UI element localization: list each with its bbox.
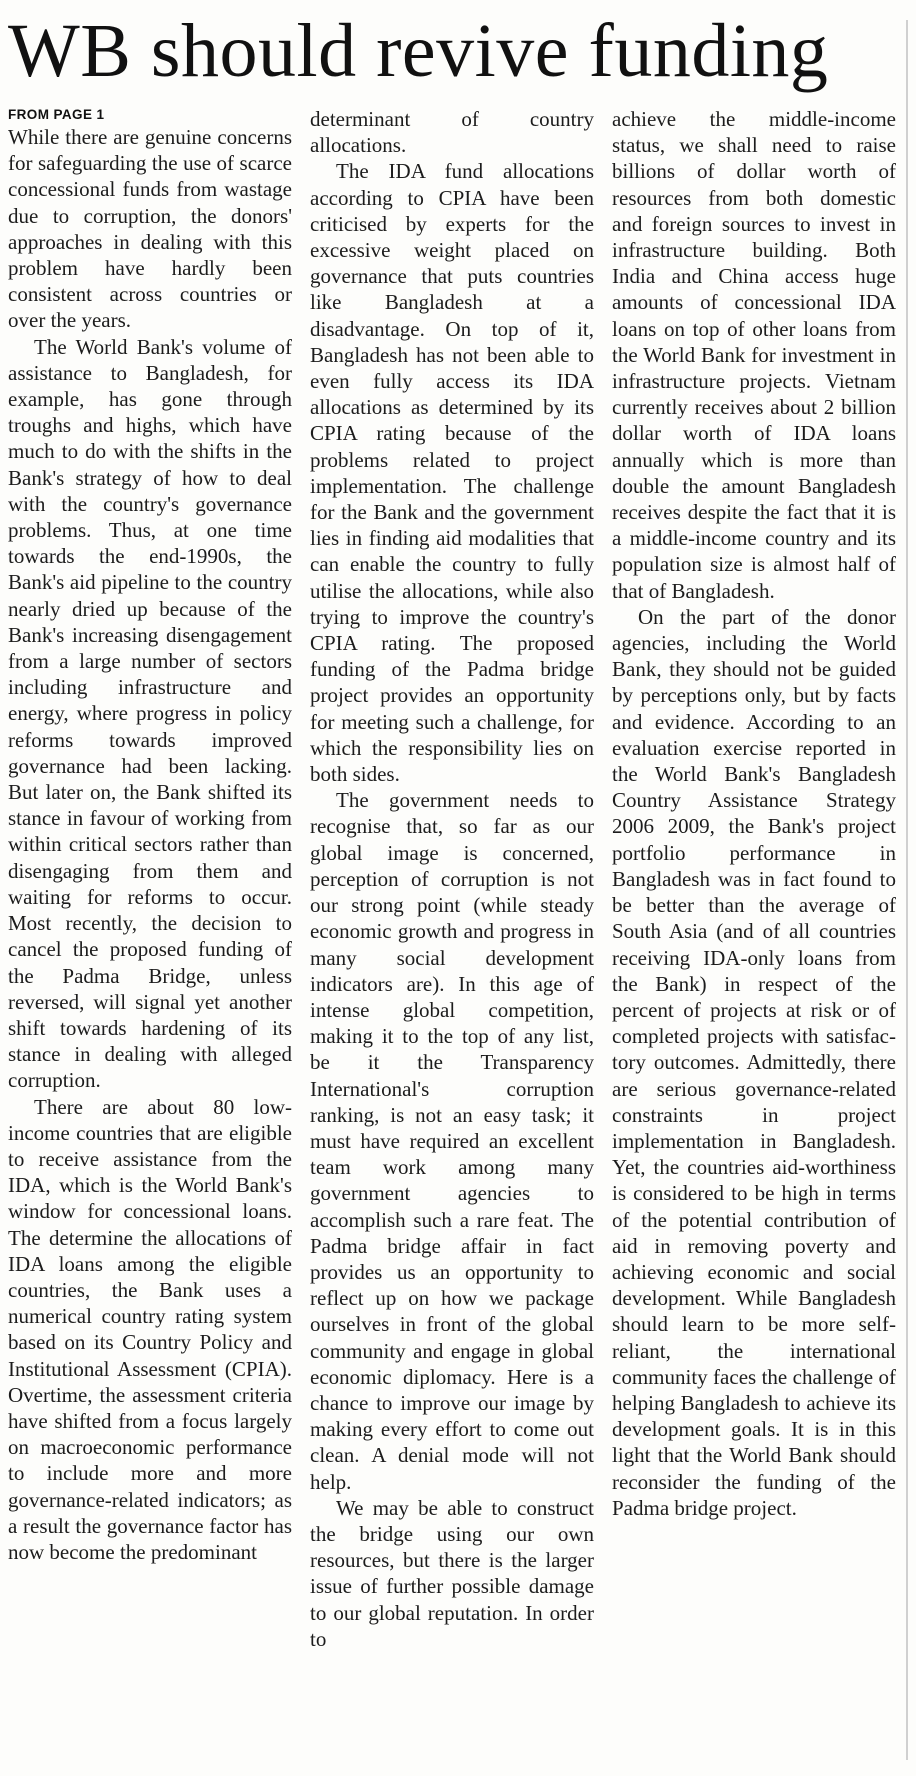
paragraph: There are about 80 low-income countries that are eligible to receive assistance from the IDA, which is the World Bank's window for concessional loans. The determine the allocations of IDA loans among the eligible countries, the Bank uses a numerical country rating system based on its Country Policy and Institutional Assessment (CPIA). Overtime, the assessment criteria have shifted from a focus largely on macroeconomic performance to include more and more governance-related indicators; as a result the governance factor has now become the predominant xyxy=(8,1094,292,1564)
article-column-1 xyxy=(8,106,292,1766)
paragraph: We may be able to construct the bridge using our own resources, but there is the larger issue of further possible damage to our global reputation. In order to xyxy=(310,1495,594,1651)
paragraph: determinant of country allocations. xyxy=(310,107,594,158)
paragraph: On the part of the donor agencies, including the World Bank, they should not be guided by perceptions only, but by facts and evidence. According to an evaluation exercise reported in the World Bank's Bangladesh Country Assistance Strategy 2006 2009, the Bank's project portfolio performance in Bangladesh was in fact found to be better than the average of South Asia (and of all countries receiving IDA-only loans from the Bank) in respect of the percent of projects at risk or of completed projects with satisfactory outcomes. Admittedly, there are serious governance-related constraints in project implementation in Bangladesh. Yet, the countries aid-worthiness is considered to be high in terms of the potential contribution of aid in removing poverty and achieving economic and social development. While Bangladesh should learn to be more self-reliant, the international community faces the challenge of helping Bangladesh to achieve its development goals. It is in this light that the World Bank should reconsider the funding of the Padma bridge project. xyxy=(612,604,896,1520)
paragraph: The government needs to recognise that, so far as our global image is concerned, perception of corruption is not our strong point (while steady economic growth and progress in many social development indicators are). In this age of intense global competition, making it to the top of any list, be it the Transparency International's corruption ranking, is not an easy task; it must have required an excellent team work among many government agencies to accomplish such a rare feat. The Padma bridge affair in fact provides us an opportunity to reflect up on how we package ourselves in front of the global community and engage in global economic diplomacy. Here is a chance to improve our image by making every effort to come out clean. A denial mode will not help. xyxy=(310,788,594,1494)
paragraph: While there are genuine concerns for safeguarding the use of scarce concessional funds from wastage due to corruption, the donors' approaches in dealing with this problem have hardly been consistent across countries or over the years. xyxy=(8,125,292,333)
continuation-kicker: FROM PAGE 1 xyxy=(8,107,105,122)
page-edge-rule xyxy=(906,20,908,1760)
article-column-3 xyxy=(612,106,896,1766)
headline: WB should revive funding xyxy=(8,9,829,93)
article-column-2 xyxy=(310,106,594,1766)
paragraph: The World Bank's volume of assistance to Bangladesh, for example, has gone through troughs and highs, which have much to do with the shifts in the Bank's strategy of how to deal with the country's governance problems. Thus, at one time towards the end-1990s, the Bank's aid pipeline to the country nearly dried up because of the Bank's increasing disengagement from a large number of sectors including infrastructure and energy, where progress in policy reforms towards improved governance had been lacking. But later on, the Bank shifted its stance in favour of working from within critical sectors rather than disengaging from them and waiting for reforms to occur. Most recently, the decision to cancel the proposed funding of the Padma Bridge, unless reversed, will signal yet another shift towards hardening of its stance in dealing with alleged corruption. xyxy=(8,334,292,1093)
paragraph: achieve the middle-income status, we shall need to raise billions of dollar worth of resources from both domestic and foreign sources to invest in infrastructure building. Both India and China access huge amounts of concessional IDA loans on top of other loans from the World Bank for investment in infrastructure projects. Vietnam currently receives about 2 billion dollar worth of IDA loans annually which is more than double the amount Bangladesh receives despite the fact that it is a middle-income country and its population size is almost half of that of Bangladesh. xyxy=(612,107,896,603)
paragraph: The IDA fund allocations according to CPIA have been criticised by experts for the excessive weight placed on governance that puts countries like Bangladesh at a disadvantage. On top of it, Bangladesh has not been able to even fully access its IDA allocations as determined by its CPIA rating because of the problems related to project implementation. The challenge for the Bank and the government lies in finding aid modalities that can enable the country to fully utilise the allocations, while also trying to improve the country's CPIA rating. The proposed funding of the Padma bridge project provides an opportunity for meeting such a challenge, for which the responsibility lies on both sides. xyxy=(310,159,594,787)
article-body xyxy=(8,106,898,1766)
